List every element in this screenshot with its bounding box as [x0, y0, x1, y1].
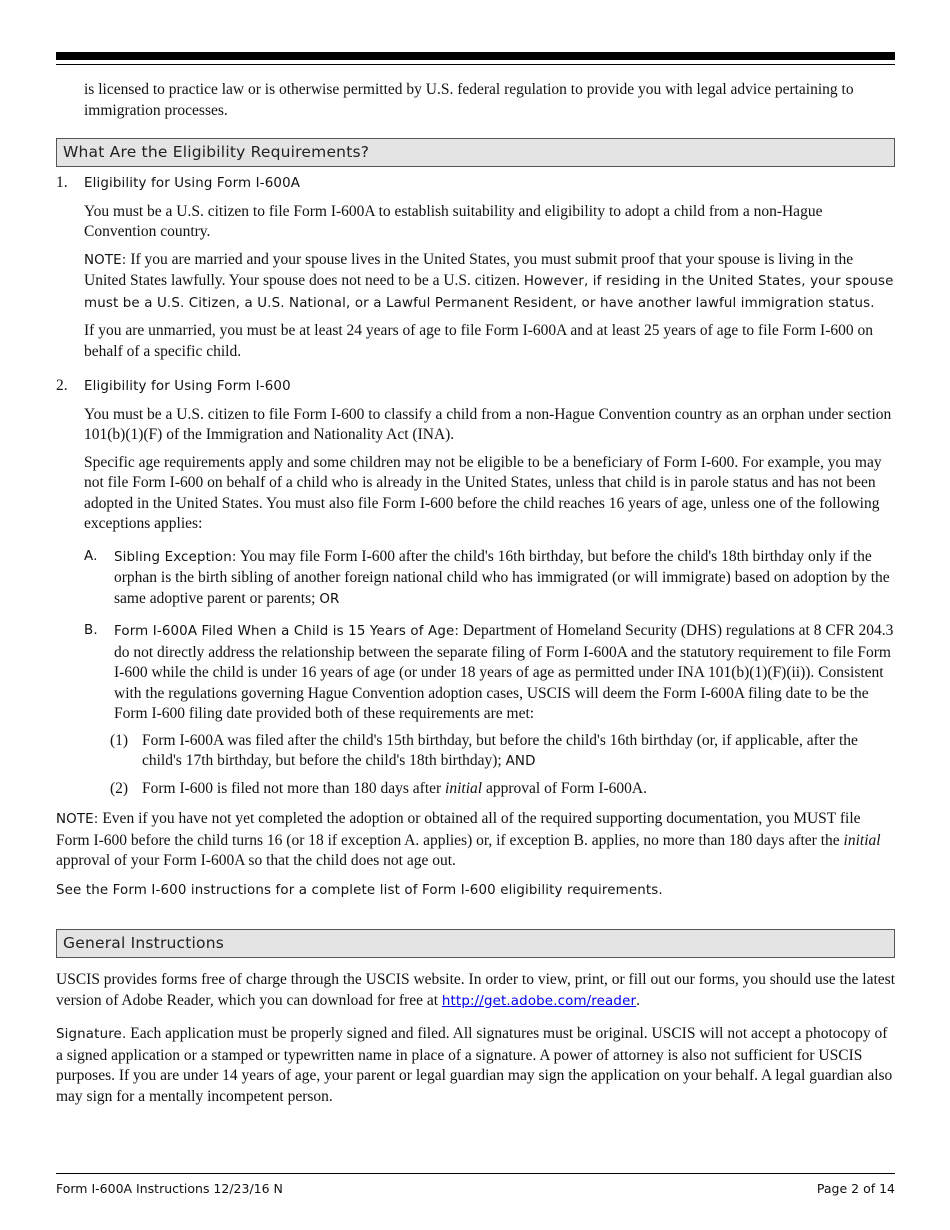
exception-b [56, 621, 895, 725]
exception-b-title: Form I-600A Filed When a Child is 15 Years of Age: [114, 624, 460, 639]
exception-a [56, 547, 895, 611]
section-heading-eligibility: What Are the Eligibility Requirements? [56, 138, 895, 167]
item-2-paragraph-1: You must be a U.S. citizen to file Form I-600 to classify a child from a non-Hague Convention country as an orphan under section 101(b)(1)(F) of the Immigration and Nationality Act (INA). [84, 405, 892, 443]
item-1-note [56, 250, 895, 315]
signature-paragraph [56, 1024, 895, 1107]
top-rule-thin [56, 64, 895, 65]
exception-a-title: Sibling Exception: [114, 549, 237, 565]
see-also-note: See the Form I-600 instructions for a complete list of Form I-600 eligibility requirements. [56, 882, 663, 898]
exception-a-or: OR [319, 591, 340, 607]
requirement-1-text: Form I-600A was filed after the child's 15th birthday, but before the child's 16th birthday (or, if applicable, after the child's 17th birthday, but before the child's 18th birthday); [142, 731, 858, 769]
note-2-emphasis: initial [843, 831, 881, 849]
exception-b-requirement-1 [56, 731, 895, 773]
item-1-title: Eligibility for Using Form I-600A [84, 176, 301, 191]
note-2-post: approval of your Form I-600A so that the child does not age out. [56, 852, 456, 869]
general-p1-pre: USCIS provides forms free of charge through the USCIS website. In order to view, print, or fill out our forms, you should use the latest version of Adobe Reader, which you can download for free at [56, 971, 896, 1009]
adobe-reader-link[interactable]: http://get.adobe.com/reader [441, 993, 637, 1009]
note-tail: However, if residing in the United States, your spouse must be a U.S. Citizen, a U.S. National, or a Lawful Permanent Resident, or have another lawful immigration status. [84, 274, 894, 311]
item-2 [56, 376, 895, 398]
item-1 [56, 173, 895, 195]
item-2-title: Eligibility for Using Form I-600 [84, 379, 291, 394]
item-2-number: 2. [56, 377, 68, 394]
exception-b-requirement-2 [56, 779, 895, 800]
footer-rule [56, 1173, 895, 1174]
signature-label: Signature. [56, 1027, 127, 1042]
note-age-out [56, 809, 895, 872]
exception-b-label: B. [84, 623, 98, 638]
general-paragraph-1 [56, 970, 895, 1012]
top-rule-thick [56, 52, 895, 60]
footer-form-id: Form I-600A Instructions 12/23/16 N [56, 1181, 283, 1196]
requirement-2-label: (2) [110, 779, 129, 797]
general-p1-post: . [636, 991, 640, 1009]
section-heading-general: General Instructions [56, 929, 895, 958]
item-1-number: 1. [56, 174, 68, 191]
page-content [56, 80, 895, 1107]
note-label: NOTE: [84, 252, 127, 268]
item-1-paragraph-1: You must be a U.S. citizen to file Form I-600A to establish suitability and eligibility to adopt a child from a non-Hague Convention country. [84, 202, 823, 240]
signature-text: Each application must be properly signed and filed. All signatures must be original. USCIS will not accept a photocopy of a signed application or a stamped or typewritten name in place of a signature. A power of attorney is also not sufficient for USCIS purposes. If you are under 14 years of age, your parent or legal guardian may sign the application on your behalf. A legal guardian also may sign for a mentally incompetent person. [56, 1025, 893, 1105]
item-1-paragraph-3: If you are unmarried, you must be at least 24 years of age to file Form I-600A and at least 25 years of age to file Form I-600 on behalf of a specific child. [84, 322, 873, 360]
requirement-2-post: approval of Form I-600A. [482, 779, 647, 797]
requirement-2-pre: Form I-600 is filed not more than 180 days after [142, 779, 446, 797]
note-2-label: NOTE: [56, 812, 99, 827]
item-2-paragraph-2: Specific age requirements apply and some children may not be eligible to be a beneficiary of Form I-600. For example, you may not file Form I-600 on behalf of a child who is already in the United States, unless that child is in parole status and has not been adopted in the United States. You must also file Form I-600 before the child reaches 16 years of age, unless one of the following exceptions applies: [84, 453, 882, 532]
note-2-pre: Even if you have not yet completed the adoption or obtained all of the required supporting documentation, you MUST file Form I-600 before the child turns 16 (or 18 if exception A. applies) or, if exception B. applies, no more than 180 days after the [56, 810, 861, 849]
intro-paragraph: is licensed to practice law or is otherwise permitted by U.S. federal regulation to provide you with legal advice pertaining to immigration processes. [84, 81, 854, 119]
note-text: If you are married and your spouse lives in the United States, you must submit proof that your spouse is living in the United States lawfully. Your spouse does not need to be a U.S. citizen. [84, 250, 854, 289]
requirement-1-and: AND [505, 754, 536, 769]
footer-page-number: Page 2 of 14 [816, 1181, 895, 1196]
exception-b-text: Department of Homeland Security (DHS) regulations at 8 CFR 204.3 do not directly address the relationship between the separate filing of Form I-600A and the statutory requirement to file Form I-600 while the child is under 16 years of age (or under 18 years of age as permitted under INA 101(b)(1)(F)(ii)). Consistent with the regulations governing Hague Convention adoption cases, USCIS will deem the Form I-600A filing date to be the Form I-600 filing date provided both of these requirements are met: [114, 622, 894, 722]
requirement-1-label: (1) [110, 731, 129, 749]
exception-a-label: A. [84, 548, 98, 564]
exception-a-text: You may file Form I-600 after the child's 16th birthday, but before the child's 18th birthday only if the orphan is the birth sibling of another foreign national child who has immigrated (or will immigrate) based on adoption by the same adoptive parent or parents; [114, 547, 890, 607]
requirement-2-emphasis: initial [445, 779, 483, 797]
